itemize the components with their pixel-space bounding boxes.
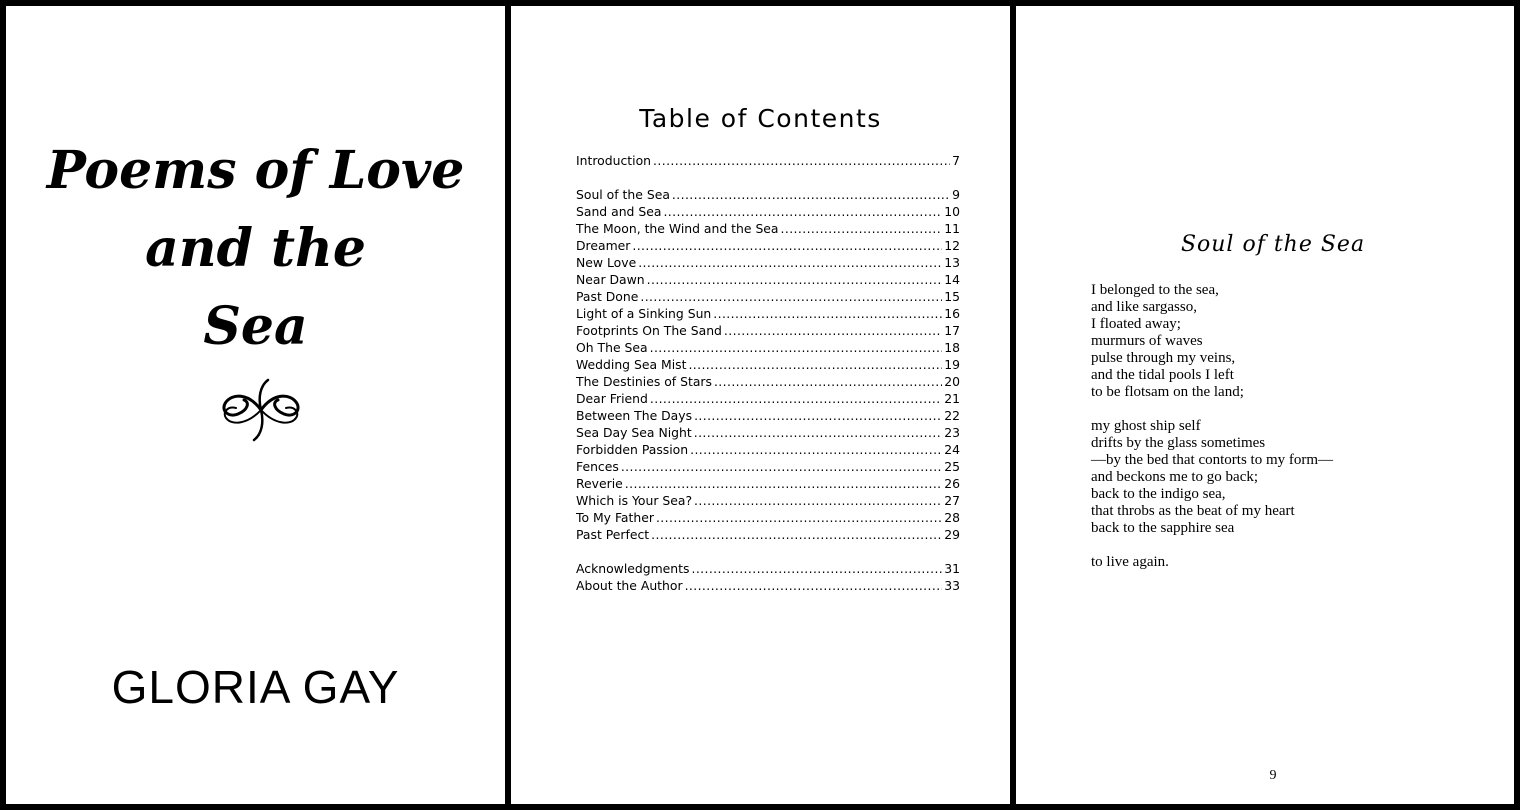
toc-entry[interactable] [576, 577, 960, 594]
poem-line: and beckons me to go back; [1091, 469, 1259, 485]
poem-line: I floated away; [1091, 316, 1181, 332]
toc-entry-title: Sand and Sea [576, 204, 662, 219]
poem-line: murmurs of waves [1091, 333, 1203, 349]
toc-entry-title: Introduction [576, 153, 652, 168]
toc-entry-page-number: 14 [944, 272, 960, 287]
toc-entry-title: Oh The Sea [576, 340, 648, 355]
poem-line: that throbs as the beat of my heart [1091, 503, 1295, 519]
toc-entry-page-number: 18 [944, 340, 960, 355]
toc-group [576, 560, 960, 594]
toc-dot-leader [688, 356, 942, 373]
toc-entry-page-number: 7 [952, 153, 960, 168]
toc-entry-page-number: 26 [944, 476, 960, 491]
poem-title: Soul of the Sea [1180, 232, 1366, 257]
toc-entry-page-number: 27 [944, 493, 960, 508]
flourish-ornament-icon [218, 374, 304, 446]
toc-entry-page-number: 24 [944, 442, 960, 457]
poem-stanza [1091, 282, 1333, 401]
poem-line: —by the bed that contorts to my form— [1091, 452, 1334, 468]
toc-entry[interactable] [576, 526, 960, 543]
table-of-contents-page [511, 6, 1010, 804]
toc-entry-title: Soul of the Sea [576, 187, 670, 202]
toc-entry[interactable] [576, 407, 960, 424]
toc-entry[interactable] [576, 475, 960, 492]
poem-line: I belonged to the sea, [1091, 282, 1219, 298]
poem-line: drifts by the glass sometimes [1091, 435, 1266, 451]
toc-entry-page-number: 12 [944, 238, 960, 253]
toc-dot-leader [632, 237, 942, 254]
toc-entry[interactable] [576, 390, 960, 407]
toc-dot-leader [650, 339, 943, 356]
toc-entry[interactable] [576, 322, 960, 339]
toc-entry-page-number: 9 [952, 187, 960, 202]
toc-dot-leader [781, 220, 943, 237]
toc-dot-leader [621, 458, 942, 475]
toc-dot-leader [724, 322, 942, 339]
toc-entry-title: Past Done [576, 289, 639, 304]
toc-entry-page-number: 29 [944, 527, 960, 542]
toc-entry[interactable] [576, 373, 960, 390]
toc-entry-title: Which is Your Sea? [576, 493, 693, 508]
toc-heading: Table of Contents [639, 104, 882, 133]
poem-line: my ghost ship self [1091, 418, 1201, 434]
toc-entry-page-number: 23 [944, 425, 960, 440]
toc-entry[interactable] [576, 305, 960, 322]
toc-dot-leader [663, 203, 942, 220]
toc-dot-leader [714, 373, 942, 390]
toc-entry-title: Between The Days [576, 408, 693, 423]
toc-entry[interactable] [576, 254, 960, 271]
cover-page [6, 6, 505, 804]
toc-dot-leader [694, 424, 942, 441]
toc-entry[interactable] [576, 152, 960, 169]
toc-entry-page-number: 19 [944, 357, 960, 372]
toc-group [576, 186, 960, 543]
toc-entry[interactable] [576, 356, 960, 373]
book-title [6, 132, 505, 366]
poem-line: and like sargasso, [1091, 299, 1197, 315]
toc-entry-page-number: 22 [944, 408, 960, 423]
toc-entry-title: The Moon, the Wind and the Sea [576, 221, 779, 236]
book-title-line: Sea [203, 296, 308, 357]
toc-entry-title: Light of a Sinking Sun [576, 306, 712, 321]
toc-list [576, 152, 960, 611]
toc-dot-leader [672, 186, 950, 203]
toc-dot-leader [694, 407, 942, 424]
toc-entry[interactable] [576, 271, 960, 288]
poem-line: to live again. [1091, 554, 1169, 570]
toc-entry-page-number: 17 [944, 323, 960, 338]
toc-entry[interactable] [576, 560, 960, 577]
toc-entry-page-number: 20 [944, 374, 960, 389]
toc-entry-page-number: 11 [944, 221, 960, 236]
toc-entry-page-number: 31 [944, 561, 960, 576]
toc-dot-leader [656, 509, 942, 526]
toc-entry-page-number: 28 [944, 510, 960, 525]
book-title-line: Poems of Love [46, 140, 465, 201]
toc-entry-title: Dreamer [576, 238, 631, 253]
toc-entry[interactable] [576, 220, 960, 237]
toc-entry-title: The Destinies of Stars [576, 374, 712, 389]
toc-entry[interactable] [576, 203, 960, 220]
poem-line: pulse through my veins, [1091, 350, 1236, 366]
toc-entry[interactable] [576, 186, 960, 203]
poem-line: back to the sapphire sea [1091, 520, 1235, 536]
poem-page [1016, 6, 1514, 804]
toc-entry-page-number: 15 [944, 289, 960, 304]
toc-entry-page-number: 16 [944, 306, 960, 321]
toc-entry[interactable] [576, 237, 960, 254]
poem-stanza [1091, 418, 1333, 537]
poem-line: back to the indigo sea, [1091, 486, 1226, 502]
toc-entry-title: Past Perfect [576, 527, 650, 542]
toc-dot-leader [694, 492, 942, 509]
toc-dot-leader [651, 526, 942, 543]
page-number: 9 [1269, 768, 1277, 783]
toc-entry[interactable] [576, 458, 960, 475]
poem-line: and the tidal pools I left [1091, 367, 1234, 383]
toc-entry-title: Forbidden Passion [576, 442, 689, 457]
toc-entry[interactable] [576, 288, 960, 305]
book-title-line: and the [145, 218, 366, 279]
toc-entry-page-number: 33 [944, 578, 960, 593]
toc-dot-leader [690, 441, 942, 458]
toc-entry-title: Reverie [576, 476, 623, 491]
poem-line: to be flotsam on the land; [1091, 384, 1244, 400]
toc-dot-leader [650, 390, 942, 407]
toc-dot-leader [685, 577, 943, 594]
toc-dot-leader [640, 288, 942, 305]
poem-body [1091, 282, 1333, 588]
toc-entry-title: New Love [576, 255, 637, 270]
author-name: GLORIA GAY [111, 661, 400, 713]
toc-entry[interactable] [576, 509, 960, 526]
toc-group [576, 152, 960, 169]
toc-entry[interactable] [576, 339, 960, 356]
toc-entry-page-number: 13 [944, 255, 960, 270]
toc-entry-title: Acknowledgments [576, 561, 690, 576]
toc-entry-title: To My Father [576, 510, 654, 525]
toc-entry-title: Footprints On The Sand [576, 323, 722, 338]
toc-entry-page-number: 25 [944, 459, 960, 474]
toc-entry[interactable] [576, 424, 960, 441]
toc-entry-title: Fences [576, 459, 619, 474]
toc-dot-leader [691, 560, 942, 577]
toc-entry-title: Dear Friend [576, 391, 648, 406]
toc-dot-leader [625, 475, 942, 492]
poem-stanza [1091, 554, 1333, 571]
toc-entry-title: Near Dawn [576, 272, 645, 287]
toc-dot-leader [653, 152, 950, 169]
toc-dot-leader [647, 271, 943, 288]
toc-dot-leader [638, 254, 942, 271]
toc-entry-title: Sea Day Sea Night [576, 425, 692, 440]
toc-entry[interactable] [576, 492, 960, 509]
toc-entry-page-number: 10 [944, 204, 960, 219]
toc-entry-title: Wedding Sea Mist [576, 357, 687, 372]
toc-entry-page-number: 21 [944, 391, 960, 406]
toc-entry[interactable] [576, 441, 960, 458]
toc-entry-title: About the Author [576, 578, 683, 593]
toc-dot-leader [713, 305, 942, 322]
